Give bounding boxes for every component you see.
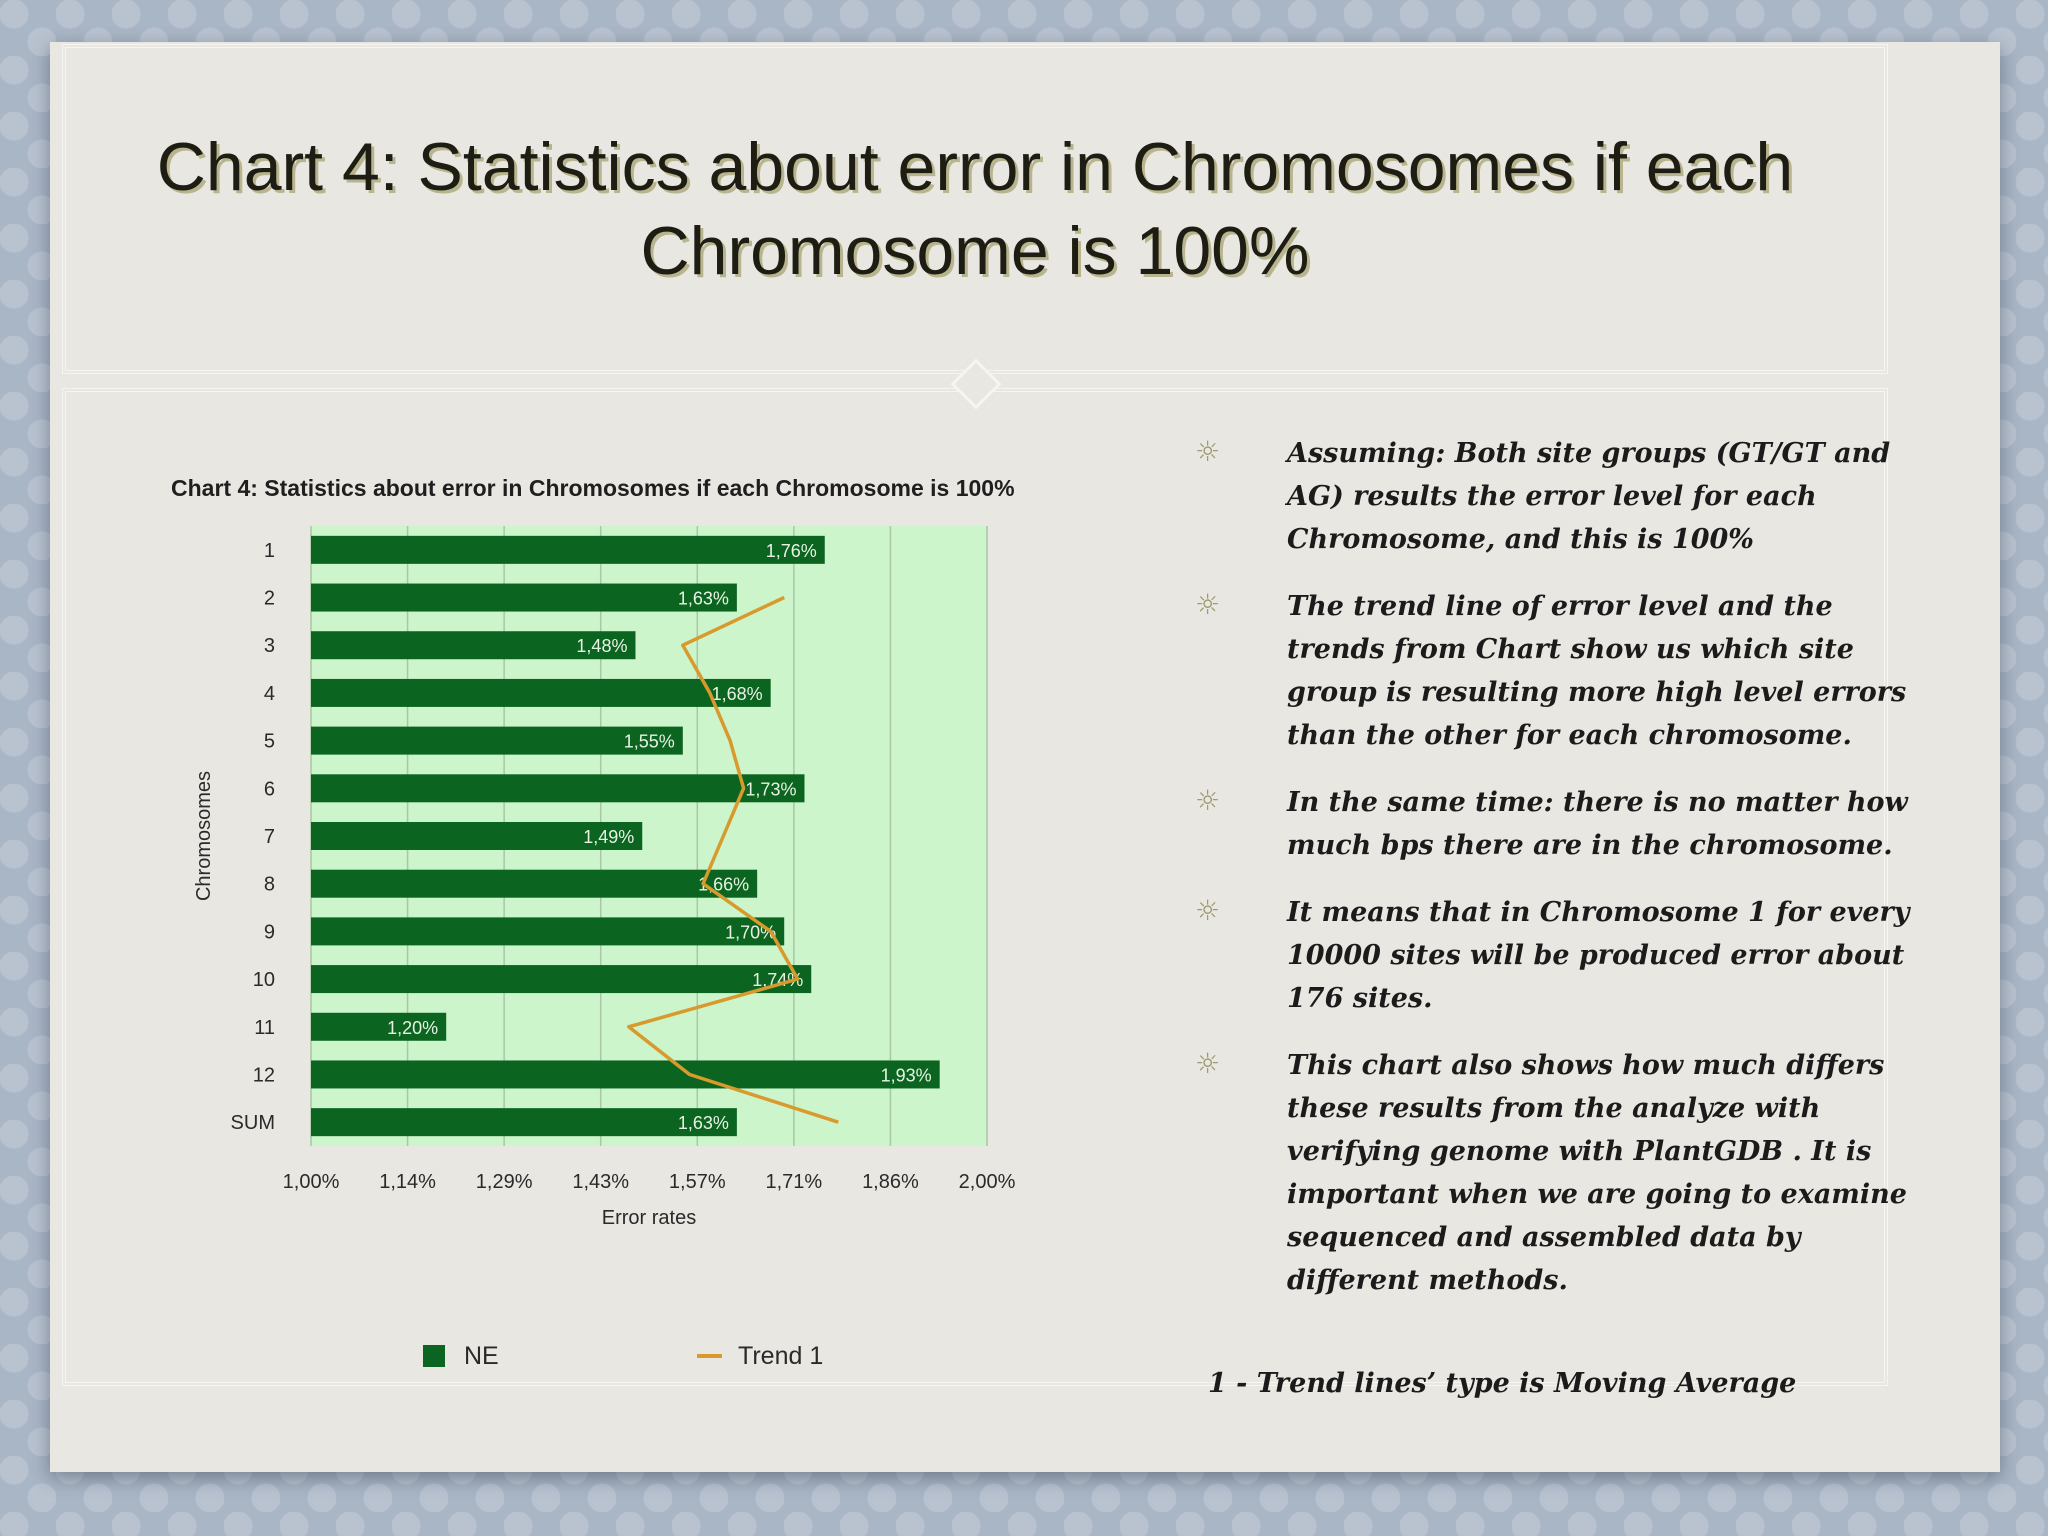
bullet-text: Assuming: Both site groups (GT/GT and AG) results the error level for each Chromosome, and this is 100%	[1287, 438, 1891, 555]
y-tick-label: 6	[263, 778, 275, 801]
bullet-item	[1195, 585, 1915, 757]
bar	[311, 584, 737, 612]
bar	[311, 774, 804, 802]
y-tick-label: 9	[263, 921, 275, 944]
bar-data-label: 1,66%	[698, 874, 750, 895]
bullet-item	[1195, 1044, 1915, 1302]
bullet-item	[1195, 781, 1915, 867]
bullet-list	[1195, 432, 1915, 1326]
bar-data-label: 1,76%	[765, 540, 817, 561]
y-tick-label: 1	[263, 539, 275, 562]
y-tick-label: 12	[252, 1064, 275, 1087]
x-tick-label: 1,00%	[282, 1171, 340, 1193]
y-tick-label: 3	[263, 635, 275, 658]
x-tick-label: 1,14%	[379, 1171, 436, 1193]
x-tick-label: 1,43%	[572, 1171, 630, 1193]
legend-swatch-ne	[423, 1345, 445, 1367]
sun-bullet-icon: ☼	[1195, 588, 1221, 621]
chart-title: Chart 4: Statistics about error in Chromosomes if each Chromosome is 100%	[171, 475, 1015, 501]
y-tick-label: SUM	[230, 1112, 275, 1135]
bar-data-label: 1,70%	[725, 922, 777, 943]
sun-bullet-icon: ☼	[1195, 435, 1221, 468]
x-tick-label: 1,57%	[668, 1171, 726, 1193]
x-tick-label: 2,00%	[958, 1171, 1016, 1193]
bar-data-label: 1,20%	[387, 1017, 439, 1038]
legend-label-ne: NE	[464, 1342, 499, 1370]
slide-title: Chart 4: Statistics about error in Chromosomes if each Chromosome is 100%	[156, 129, 1794, 289]
bar-data-label: 1,48%	[576, 636, 628, 657]
bullet-text: It means that in Chromosome 1 for every 10000 sites will be produced error about 176 sites.	[1287, 897, 1910, 1014]
x-axis-label: Error rates	[601, 1207, 697, 1229]
y-tick-label: 5	[263, 730, 275, 753]
bullet-item	[1195, 432, 1915, 561]
bar-data-label: 1,63%	[677, 1113, 729, 1134]
bullet-text: In the same time: there is no matter how much bps there are in the chromosome.	[1287, 787, 1908, 861]
y-tick-label: 4	[263, 682, 275, 705]
y-tick-label: 10	[252, 969, 275, 992]
bar	[311, 870, 757, 898]
bar	[311, 1060, 940, 1088]
x-tick-label: 1,86%	[862, 1171, 919, 1193]
y-axis-label: Chromosomes	[193, 770, 215, 902]
sun-bullet-icon: ☼	[1195, 1047, 1221, 1080]
y-tick-label: 7	[263, 826, 275, 848]
y-tick-label: 2	[263, 587, 275, 610]
bar	[311, 536, 825, 564]
bar-data-label: 1,68%	[711, 683, 763, 704]
footnote: 1 - Trend lines’ type is Moving Average	[1208, 1368, 1797, 1399]
bar-data-label: 1,74%	[752, 970, 804, 991]
bar	[311, 679, 771, 707]
bar-data-label: 1,63%	[677, 588, 729, 609]
bar-data-label: 1,73%	[745, 779, 797, 800]
bar-data-label: 1,93%	[880, 1065, 932, 1086]
sun-bullet-icon: ☼	[1195, 894, 1221, 927]
bar	[311, 965, 811, 993]
y-tick-label: 11	[254, 1016, 275, 1039]
bar-data-label: 1,55%	[623, 731, 675, 752]
bar-data-label: 1,49%	[583, 827, 635, 847]
bullet-text: The trend line of error level and the trends from Chart show us which site group is resulting more high level errors than the other for each chromosome.	[1287, 591, 1907, 751]
y-tick-label: 8	[263, 873, 275, 896]
bar	[311, 1108, 737, 1136]
bar	[311, 917, 784, 945]
x-tick-label: 1,71%	[765, 1171, 823, 1193]
sun-bullet-icon: ☼	[1195, 784, 1221, 817]
bullet-text: This chart also shows how much differs these results from the analyze with verifying genome with PlantGDB . It is important when we are going to examine sequenced and assembled data by different methods.	[1287, 1050, 1907, 1296]
x-tick-label: 1,29%	[475, 1171, 533, 1193]
legend-label-trend: Trend 1	[738, 1342, 824, 1370]
bullet-item	[1195, 891, 1915, 1020]
